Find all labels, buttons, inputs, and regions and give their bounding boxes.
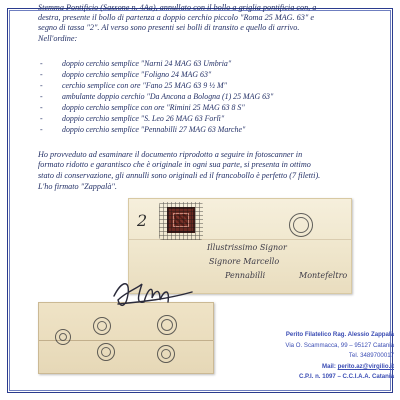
list-item-text: doppio cerchio semplice "Foligno 24 MAG 63" [62,70,212,80]
header-line-4: Nell'ordine: [38,33,78,43]
list-item [40,113,370,124]
departure-postmark [289,213,313,237]
expert-mail [222,362,394,373]
list-item-text: doppio cerchio semplice "Narni 24 MAG 63 Umbria" [62,59,232,68]
list-item [40,58,370,69]
arrival-postmark [55,329,71,345]
header-text [38,3,374,44]
list-marker: - [40,59,43,68]
header-line-2: destra, presente il bollo di partenza a doppio cerchio piccolo "Roma 25 MAG. 63" e [38,13,314,23]
list-item [40,124,370,135]
list-item [40,91,370,102]
paragraph-line-1: Ho provveduto ad esaminare il documento riprodotto a seguire in fotoscanner in [38,150,303,159]
grid-cancel-mark [159,202,203,240]
postmarks-list [40,58,370,135]
list-item-text: cerchio semplice con ore "Fano 25 MAG 63 9 ½ M" [62,81,227,91]
tax-mark: 2 [137,211,148,230]
address-line-3: Pennabilli [225,271,266,280]
paragraph-line-2: formato ridotto e garantisco che è originale in ogni sua parte, si presenta in ottimo [38,160,311,170]
expert-contact-block [222,330,394,383]
list-item [40,80,370,91]
mail-link[interactable]: perito.az@virgilio.it [337,362,394,370]
list-item-text: doppio cerchio semplice con ore "Rimini 25 MAG 63 8 S" [62,103,245,113]
list-item-text: ambulante doppio cerchio "Da Ancona a Bologna (1) 25 MAG 63" [62,92,274,102]
list-item [40,102,370,113]
expert-address: Via O. Scammacca, 99 – 95127 Catania [285,341,394,349]
list-marker: - [40,92,43,102]
list-marker: - [40,70,43,80]
list-marker: - [40,81,43,91]
address-line-1: Illustrissimo Signor [207,243,287,252]
expert-title: Perito Filatelico Rag. Alessio Zappalà [285,331,394,338]
mail-label: Mail: [322,362,336,370]
list-item-text: doppio cerchio semplice "Pennabilli 27 MAG 63 Marche" [62,125,246,135]
list-marker: - [40,103,43,113]
address-line-4: Montefeltro [299,271,348,280]
list-item [40,69,370,80]
list-item-text: doppio cerchio semplice "S. Leo 26 MAG 63 Forlì" [62,114,225,124]
transit-postmark [157,345,175,363]
expert-phone: Tel. 3489700017 [348,352,394,360]
transit-postmark [97,343,115,361]
expert-registration: C.P.I. n. 1097 – C.C.I.A.A. Catania [298,373,394,381]
paragraph-line-3: stato di conservazione, gli annulli sono originali ed il francobollo è perfetto (7 filetti). [38,170,321,180]
envelope-back-photo [38,302,214,374]
transit-postmark [157,315,177,335]
address-line-2: Signore Marcello [209,257,280,266]
examination-paragraph [38,150,373,181]
signature-image [108,274,198,312]
signed-statement: L'ho firmato "Zappalà". [38,182,117,191]
header-line-1: Stemma Pontificio (Sassone n. 4Aa), annullato con il bollo a griglia pontificia con, a [38,3,317,12]
transit-postmark [93,317,111,335]
header-line-3: segno di tassa "2". Al verso sono presenti sei bolli di transito e quello di arrivo. [38,23,300,33]
list-marker: - [40,125,43,135]
list-marker: - [40,114,43,124]
